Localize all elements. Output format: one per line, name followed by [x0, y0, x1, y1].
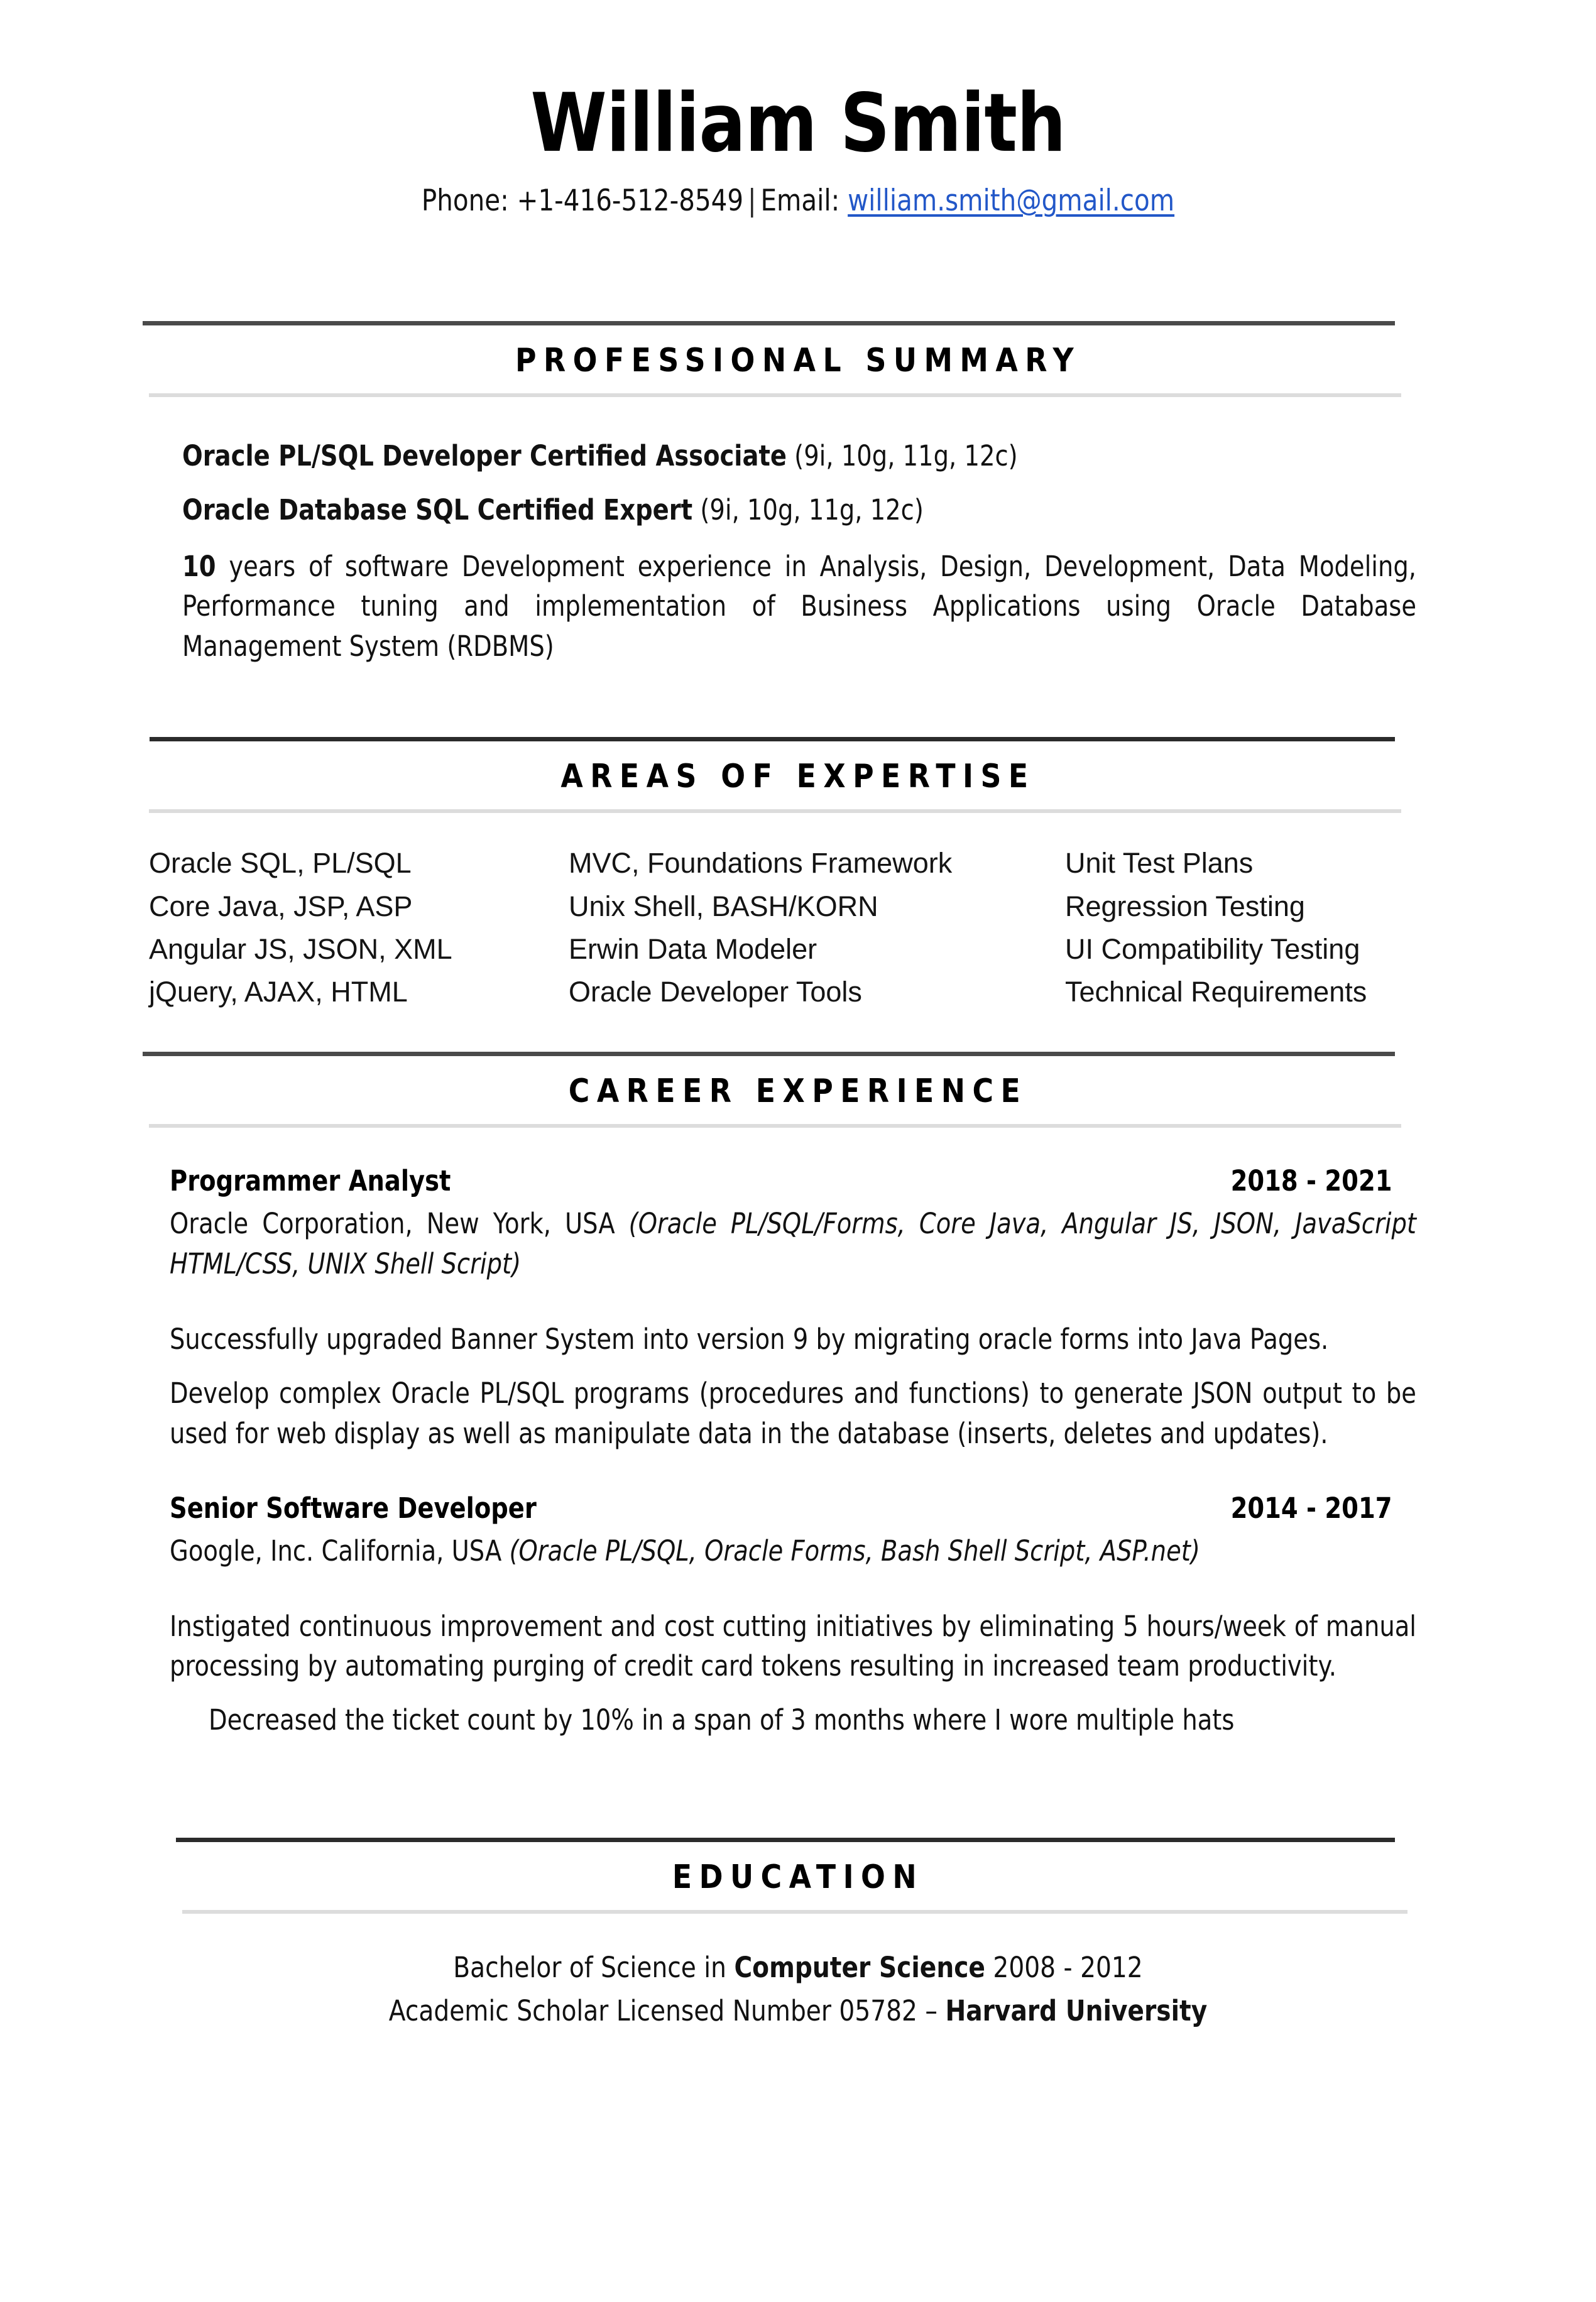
expertise-item: Unit Test Plans	[1065, 847, 1254, 880]
section-title-career: CAREER EXPERIENCE	[568, 1072, 1028, 1111]
job-bullet	[170, 1700, 1417, 1740]
license-text: Academic Scholar Licensed Number 05782 –	[388, 1994, 946, 2027]
summary-years: 10	[182, 549, 216, 583]
job-bullet-text: Decreased the ticket count by 10% in a span of 3 months where I wore multiple hats	[209, 1703, 1235, 1737]
expertise-item: Core Java, JSP, ASP	[149, 890, 413, 922]
section-title-expertise: AREAS OF EXPERTISE	[560, 758, 1036, 796]
job-company-text	[170, 1531, 1416, 1571]
section-education	[0, 1838, 1596, 2032]
job-bullets	[170, 1606, 1417, 1741]
expertise-rule-top	[150, 737, 1395, 741]
degree-major: Computer Science	[734, 1951, 985, 1985]
job-header	[170, 1492, 1392, 1525]
certification-1-title: Oracle PL/SQL Developer Certified Associate	[182, 439, 787, 472]
job-company-line	[170, 1204, 1417, 1284]
summary-paragraph	[182, 547, 1416, 667]
expertise-item: Angular JS, JSON, XML	[149, 933, 452, 966]
education-body	[0, 1946, 1596, 2032]
contact-separator: |	[747, 183, 757, 219]
job-entry	[0, 1164, 1596, 1453]
expertise-item: Erwin Data Modeler	[569, 933, 817, 966]
job-company-name: Oracle Corporation, New York, USA	[170, 1207, 629, 1241]
email-label: Email:	[760, 183, 848, 219]
job-years: 2018 - 2021	[1230, 1164, 1392, 1198]
resume-header	[0, 0, 1596, 219]
section-title-education: EDUCATION	[672, 1858, 924, 1897]
career-rule-top	[143, 1052, 1395, 1056]
job-bullets	[170, 1319, 1417, 1454]
job-bullet-text: Successfully upgraded Banner System into version 9 by migrating oracle forms into Java Pages.	[170, 1323, 1329, 1356]
career-rule-bottom	[149, 1124, 1401, 1128]
job-bullet	[170, 1606, 1417, 1687]
phone-label: Phone:	[421, 183, 517, 219]
job-entry	[0, 1492, 1596, 1741]
expertise-grid	[149, 842, 1596, 1030]
expertise-item: Oracle SQL, PL/SQL	[149, 847, 412, 880]
expertise-item: Regression Testing	[1065, 890, 1305, 922]
section-areas-of-expertise	[0, 737, 1596, 1030]
page-title: William Smith	[530, 77, 1066, 170]
expertise-column-2	[569, 842, 952, 1014]
job-company-text	[170, 1204, 1416, 1284]
section-rule-top	[143, 321, 1395, 325]
education-license-line	[104, 1990, 1492, 2032]
certification-line-1	[182, 436, 1417, 476]
expertise-item: UI Compatibility Testing	[1065, 933, 1360, 966]
summary-paragraph-text: years of software Development experience in Analysis, Design, Development, Data Modeling, Performance tuning and implementation of Business Applications using Oracle Database Management System (RDBMS)	[182, 549, 1417, 663]
job-company-line	[170, 1531, 1417, 1571]
certification-line-2	[182, 490, 1417, 530]
expertise-rule-bottom	[149, 809, 1401, 813]
section-title-summary: PROFESSIONAL SUMMARY	[515, 341, 1081, 379]
education-rule-bottom	[182, 1910, 1407, 1914]
certification-1-text	[182, 436, 1416, 476]
summary-body	[182, 436, 1417, 667]
expertise-item: jQuery, AJAX, HTML	[149, 976, 408, 1008]
section-professional-summary	[0, 321, 1596, 667]
job-company-name: Google, Inc. California, USA	[170, 1534, 510, 1568]
job-bullet-text: Instigated continuous improvement and cost cutting initiatives by eliminating 5 hours/week of manual processing by automating purging of credit card tokens resulting in increased team productivity.	[170, 1609, 1416, 1683]
expertise-column-3	[1065, 842, 1367, 1014]
contact-line	[112, 183, 1484, 219]
job-years: 2014 - 2017	[1230, 1491, 1392, 1525]
university-name: Harvard University	[945, 1994, 1208, 2027]
job-title: Senior Software Developer	[170, 1491, 537, 1525]
section-rule-bottom	[149, 393, 1401, 397]
job-title: Programmer Analyst	[170, 1164, 451, 1198]
section-career-experience	[0, 1052, 1596, 1740]
expertise-item: Oracle Developer Tools	[569, 976, 862, 1008]
expertise-item: Technical Requirements	[1065, 976, 1367, 1008]
phone-value: +1-416-512-8549	[517, 183, 744, 219]
degree-prefix: Bachelor of Science in	[453, 1951, 735, 1985]
expertise-column-1	[149, 842, 452, 1014]
education-rule-top	[176, 1838, 1395, 1842]
degree-years: 2008 - 2012	[985, 1951, 1143, 1985]
education-degree-line	[104, 1946, 1492, 1989]
certification-2-title: Oracle Database SQL Certified Expert	[182, 493, 693, 526]
job-bullet	[170, 1319, 1417, 1360]
job-tech-stack: (Oracle PL/SQL, Oracle Forms, Bash Shell Script, ASP.net)	[509, 1534, 1200, 1568]
expertise-item: MVC, Foundations Framework	[569, 847, 953, 880]
certification-2-versions: (9i, 10g, 11g, 12c)	[692, 493, 924, 526]
job-tech-stack: (Oracle PL/SQL/Forms, Core Java, Angular JS, JSON, JavaScript HTML/CSS, UNIX Shell Script)	[170, 1207, 1416, 1281]
job-bullet	[170, 1373, 1417, 1454]
certification-1-versions: (9i, 10g, 11g, 12c)	[786, 439, 1018, 472]
certification-2-text	[182, 490, 1416, 530]
expertise-item: Unix Shell, BASH/KORN	[569, 890, 878, 922]
job-bullet-text: Develop complex Oracle PL/SQL programs (procedures and functions) to generate JSON output to be used for web display as well as manipulate data in the database (inserts, deletes and updates).	[170, 1376, 1416, 1450]
email-link[interactable]: william.smith@gmail.com	[848, 183, 1175, 219]
job-header	[170, 1164, 1392, 1197]
